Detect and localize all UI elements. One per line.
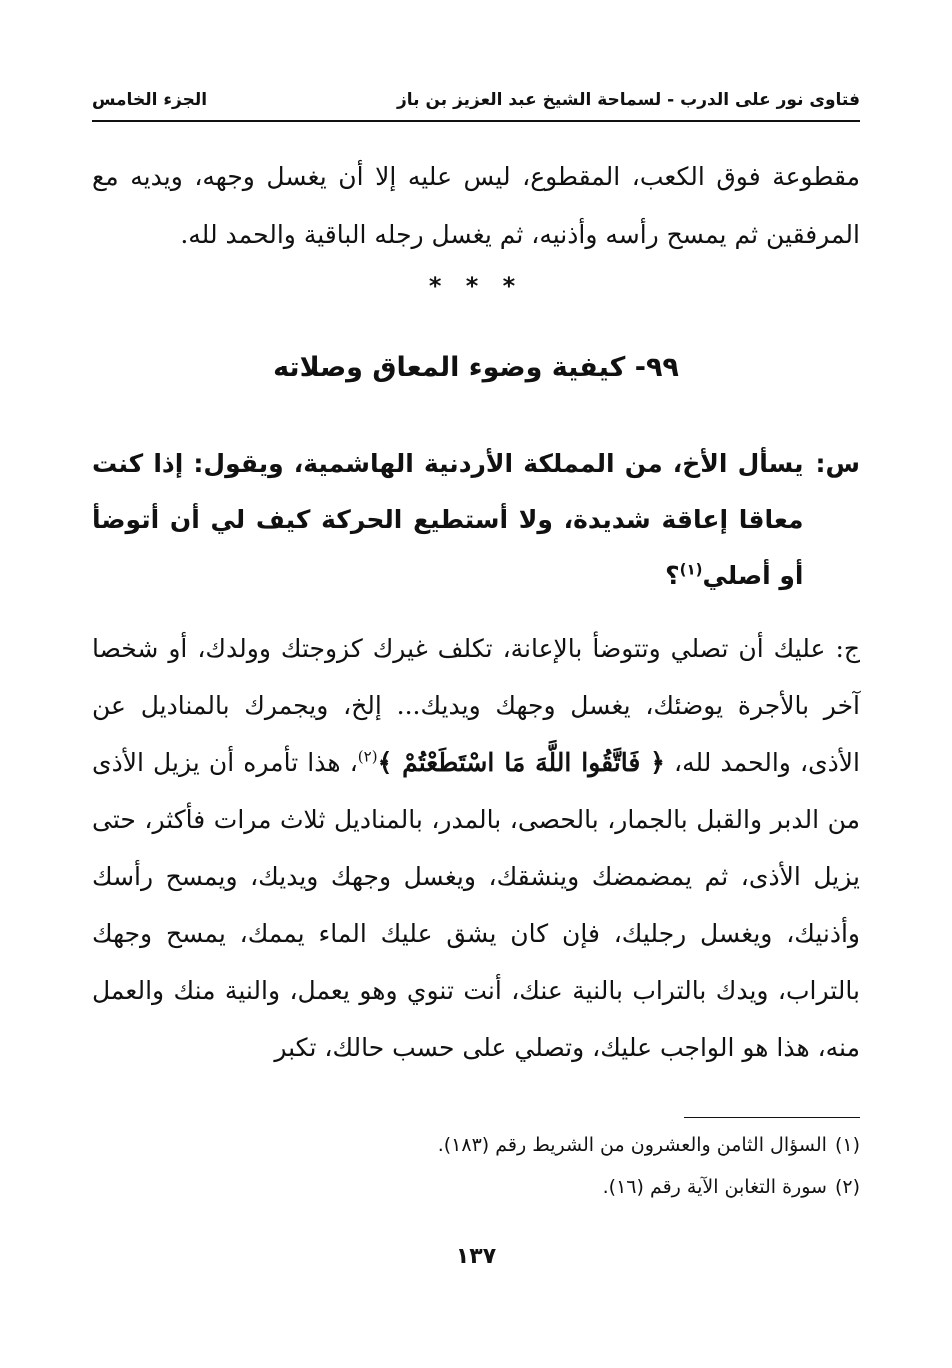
question-block xyxy=(92,436,860,604)
footnote-2 xyxy=(92,1166,860,1208)
footnote-ref-2[interactable]: (٢) xyxy=(357,747,378,766)
question-end: ؟ xyxy=(665,561,680,590)
answer-part-2: ، هذا تأمره أن يزيل الأذى من الدبر والقبل بالجمار، بالحصى، بالمدر، بالمناديل ثلاث مرات فأكثر، حتى يزيل الأذى، ثم يمضمضك وينشقك، ويغسل وجهك ويديك، ويمسح رأسك وأذنيك، ويغسل رجليك، فإن كان يشق عليك الماء يممك، يمسح وجهك بالتراب، ويدك بالتراب بالنية عنك، أنت تنوي وهو يعمل، والنية منك والعمل منه، هذا هو الواجب عليك، وتصلي على حسب حالك، تكبر xyxy=(92,748,860,1062)
footnote-text: السؤال الثامن والعشرون من الشريط رقم (١٨٣). xyxy=(437,1134,827,1156)
footnote-divider xyxy=(684,1117,860,1118)
intro-paragraph: مقطوعة فوق الكعب، المقطوع، ليس عليه إلا أن يغسل وجهه، ويديه مع المرفقين ثم يمسح رأسه وأذنيه، ثم يغسل رجله الباقية والحمد لله. xyxy=(92,162,860,249)
section-heading xyxy=(0,352,952,383)
footnote-1 xyxy=(92,1124,860,1166)
running-header xyxy=(92,86,860,122)
question-marker: س: xyxy=(815,449,860,478)
answer-paragraph xyxy=(92,620,860,1076)
footnote-text: سورة التغابن الآية رقم (١٦). xyxy=(602,1176,827,1198)
section-separator: * * * xyxy=(428,272,524,300)
question-text-wrap xyxy=(92,436,804,604)
page-number: ١٣٧ xyxy=(455,1244,497,1269)
footnote-ref-1[interactable]: (١) xyxy=(679,560,703,579)
footnote-number: (٢) xyxy=(834,1176,860,1198)
footnotes xyxy=(92,1124,860,1208)
section-title-text: كيفية وضوء المعاق وصلاته xyxy=(273,352,626,383)
question-text: يسأل الأخ، من المملكة الأردنية الهاشمية، ويقول: إذا كنت معاقا إعاقة شديدة، ولا أستطيع الحركة كيف لي أن أتوضأ أو أصلي xyxy=(92,449,804,590)
section-number: ٩٩- xyxy=(634,352,679,383)
volume-label: الجزء الخامس xyxy=(92,90,208,110)
answer-part-1: ج: عليك أن تصلي وتتوضأ بالإعانة، تكلف غيرك كزوجتك وولدك، أو شخصا آخر بالأجرة يوضئك، يغسل وجهك ويديك... إلخ، ويجمرك بالمناديل عن الأذى، والحمد لله، xyxy=(92,634,860,777)
book-title: فتاوى نور على الدرب - لسماحة الشيخ عبد العزيز بن باز xyxy=(397,90,860,110)
quran-verse: ﴿ فَاتَّقُوا اللَّهَ مَا اسْتَطَعْتُمْ ﴾ xyxy=(377,748,665,777)
footnote-number: (١) xyxy=(834,1134,860,1156)
